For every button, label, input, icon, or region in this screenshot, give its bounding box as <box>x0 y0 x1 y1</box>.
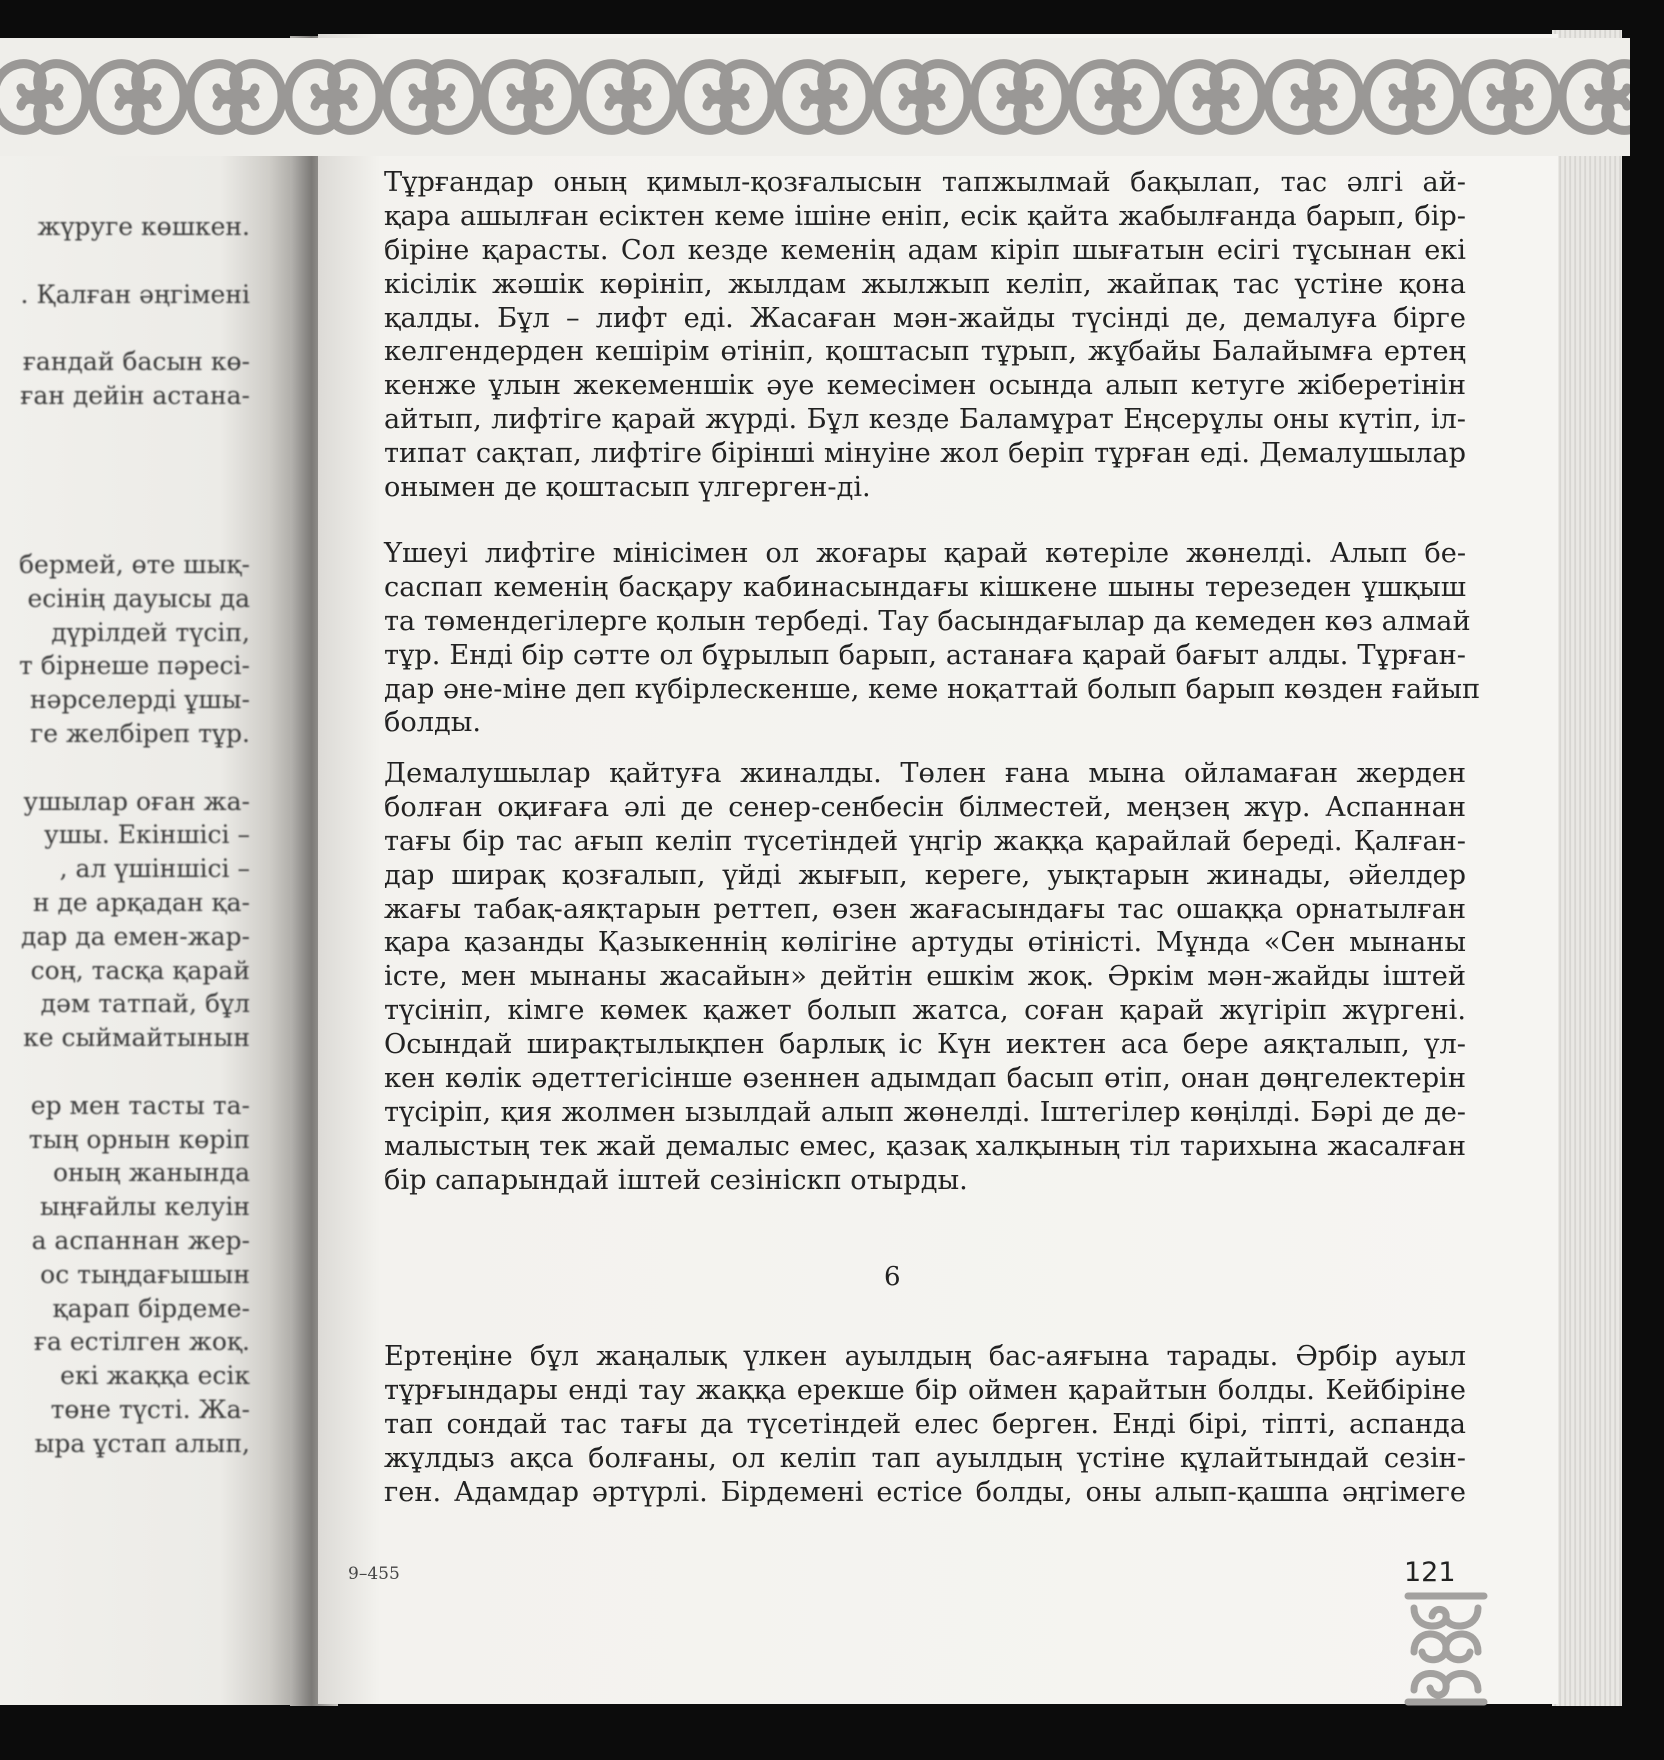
left-page-line: ос тыңдағышын <box>40 1259 250 1289</box>
text-line: типат сақтап, лифтіге бірінші мінуіне жол беріп тұрған еді. Демалушылар <box>384 438 1466 470</box>
left-page-line: ге желбіреп тұр. <box>30 718 250 748</box>
left-page-line: ке сыймайтынын <box>23 1023 250 1053</box>
page-number: 121 <box>1404 1557 1456 1588</box>
left-page-line: нәрселерді ұшы- <box>30 685 250 715</box>
left-page-line <box>0 447 250 481</box>
left-page-line: бермей, өте шық- <box>18 549 250 579</box>
paragraph-1 <box>384 166 1466 505</box>
text-line: жұлдыз ақса болғаны, ол келіп тап ауылдың үстіне құлайтындай сезін- <box>384 1442 1466 1474</box>
paragraph-2 <box>384 537 1481 740</box>
text-line: тағы бір тас ағып келіп түсетіндей үңгір жаққа қарайлай береді. Қалған- <box>384 825 1466 857</box>
text-line: істе, мен мынаны жасайын» дейтін ешкім жоқ. Әркім мән-жайды іштей <box>384 961 1466 993</box>
text-line: айтып, лифтіге қарай жүрді. Бұл кезде Баламұрат Еңсерұлы оны күтіп, іл- <box>384 404 1466 436</box>
left-page-line <box>0 413 250 447</box>
left-page-line: ыңғайлы келуін <box>40 1192 250 1222</box>
text-line: ген. Адамдар әртүрлі. Бірдемені естісе болды, оны алып-қашпа әңгімеге <box>384 1476 1466 1508</box>
text-line: бір сапарындай іштей сезініскп отырды. <box>384 1164 968 1196</box>
text-line: қара ашылған есіктен кеме ішіне еніп, есік қайта жабылғанда барып, бір- <box>384 200 1466 232</box>
text-line: дар әне-міне деп күбірлескенше, кеме ноқаттай болып барып көзден ғайып <box>384 673 1481 705</box>
left-page-line: ған дейін астана- <box>20 380 250 410</box>
left-page-line: , ал үшіншісі – <box>59 854 250 884</box>
text-line: Үшеуі лифтіге мінісімен ол жоғары қарай көтеріле жөнелді. Алып бе- <box>384 538 1466 569</box>
left-page-line <box>0 751 250 785</box>
left-page-line: дар да емен-жар- <box>21 921 250 951</box>
ornament-band-icon <box>0 38 1630 156</box>
left-page-line: төне түсті. Жа- <box>50 1394 250 1424</box>
text-line: тұр. Енді бір сәтте ол бұрылып барып, астанаға қарай бағыт алды. Тұрған- <box>384 639 1466 671</box>
text-line: тап сондай тас тағы да түсетіндей елес берген. Енді бірі, тіпті, аспанда <box>384 1408 1466 1440</box>
text-line: та төмендегілерге қолын тербеді. Тау басындағылар да кемеден көз алмай <box>384 605 1471 637</box>
text-line: Осындай ширақтылықпен барлық іс Күн иектен аса бере аяқталып, үл- <box>384 1029 1466 1061</box>
text-line: болған оқиғаға әлі де сенер-сенбесін білместей, меңзең жүр. Аспаннан <box>384 791 1466 823</box>
chapter-number: 6 <box>884 1262 901 1292</box>
left-page-line: ға естілген жоқ. <box>33 1327 250 1357</box>
left-page <box>0 40 306 1705</box>
left-page-line <box>0 244 250 278</box>
left-page-line: есінің дауысы да <box>27 583 250 613</box>
left-page-line: ушы. Екіншісі – <box>44 820 250 850</box>
text-line: Тұрғандар оның қимыл-қозғалысын тапжылмай бақылап, тас әлгі ай- <box>384 167 1466 198</box>
left-page-line: екі жаққа есік <box>60 1361 250 1391</box>
text-line: қалды. Бұл – лифт еді. Жасаған мән-жайды түсінді де, демалуға бірге <box>384 302 1466 334</box>
text-line: түсініп, кімге көмек қажет болып жатса, соған қарай жүгіріп жүргені. <box>384 995 1466 1027</box>
paragraph-3 <box>384 757 1466 1198</box>
left-page-line: қарап бірдеме- <box>52 1293 250 1323</box>
text-line: саспап кеменің басқару кабинасындағы кішкене шыны терезеден ұшқыш <box>384 571 1466 603</box>
left-page-line <box>0 480 250 514</box>
left-page-line: ер мен тасты та- <box>30 1090 250 1120</box>
paragraph-4 <box>384 1340 1466 1509</box>
left-page-line: а аспаннан жер- <box>31 1225 250 1255</box>
text-line: біріне қарасты. Сол кезде кеменің адам кіріп шығатын есігі тұсынан екі <box>384 234 1466 266</box>
left-page-line: соң, тасқа қарай <box>30 955 250 985</box>
text-line: кісілік жәшік көрініп, жылдам жылжып келіп, жайпақ тас үстіне қона <box>384 268 1466 300</box>
text-line: малыстың тек жай демалыс емес, қазақ халқының тіл тарихына жасалған <box>384 1130 1466 1162</box>
text-line: тұрғындары енді тау жаққа ерекше бір оймен қарайтын болды. Кейбіріне <box>384 1374 1466 1406</box>
text-line: Демалушылар қайтуға жиналды. Төлен ғана мына ойламаған жерден <box>384 758 1466 789</box>
text-line: Ертеңіне бұл жаңалық үлкен ауылдың бас-аяғына тарады. Әрбір ауыл <box>384 1341 1466 1372</box>
text-line: түсіріп, қия жолмен ызылдай алып жөнелді. Іштегілер көңілді. Бәрі де де- <box>384 1096 1466 1128</box>
left-page-line: . Қалған әңгімені <box>20 279 250 309</box>
left-page-line: дәм татпай, бұл <box>40 989 250 1019</box>
left-page-line: н де арқадан қа- <box>32 887 250 917</box>
text-line: болды. <box>384 707 482 739</box>
text-line: қара қазанды Қазыкеннің көлігіне артуды өтіністі. Мұнда «Сен мынаны <box>384 927 1466 959</box>
left-page-line: т бірнеше пәресі- <box>19 651 250 681</box>
text-line: келгендерден кешірім өтініп, қоштасып тұрып, жұбайы Балайымға ертең <box>384 336 1466 368</box>
text-line: кенже ұлын жекеменшік әуе кемесімен осында алып кетуге жіберетінін <box>384 370 1466 402</box>
left-page-text <box>0 210 250 1460</box>
left-page-line: ғандай басын кө- <box>22 347 250 377</box>
text-line: кен көлік әдеттегісінше өзеннен адымдап басып өтіп, онан дөңгелектерін <box>384 1063 1466 1095</box>
folio-signature: 9–455 <box>348 1564 400 1584</box>
text-line: онымен де қоштасып үлгерген-ді. <box>384 472 871 504</box>
left-page-line: дүрілдей түсіп, <box>51 617 250 647</box>
left-page-line <box>0 1055 250 1089</box>
left-page-line: ыра ұстап алып, <box>34 1428 250 1458</box>
page-edges <box>1552 30 1622 1706</box>
left-page-line: жүруге көшкен. <box>37 212 250 241</box>
left-page-line <box>0 311 250 345</box>
left-page-line: тың орнын көріп <box>28 1124 250 1154</box>
text-line: дар ширақ қозғалып, үйді жығып, кереге, уықтарын жинады, әйелдер <box>384 859 1466 891</box>
text-line: жағы табақ-аяқтарын реттеп, өзен жағасындағы тас ошаққа орнатылған <box>384 893 1466 925</box>
left-page-line: ушылар оған жа- <box>23 786 250 816</box>
left-page-line: оның жанында <box>52 1158 250 1188</box>
left-page-line <box>0 514 250 548</box>
corner-ornament-icon <box>1404 1590 1488 1708</box>
